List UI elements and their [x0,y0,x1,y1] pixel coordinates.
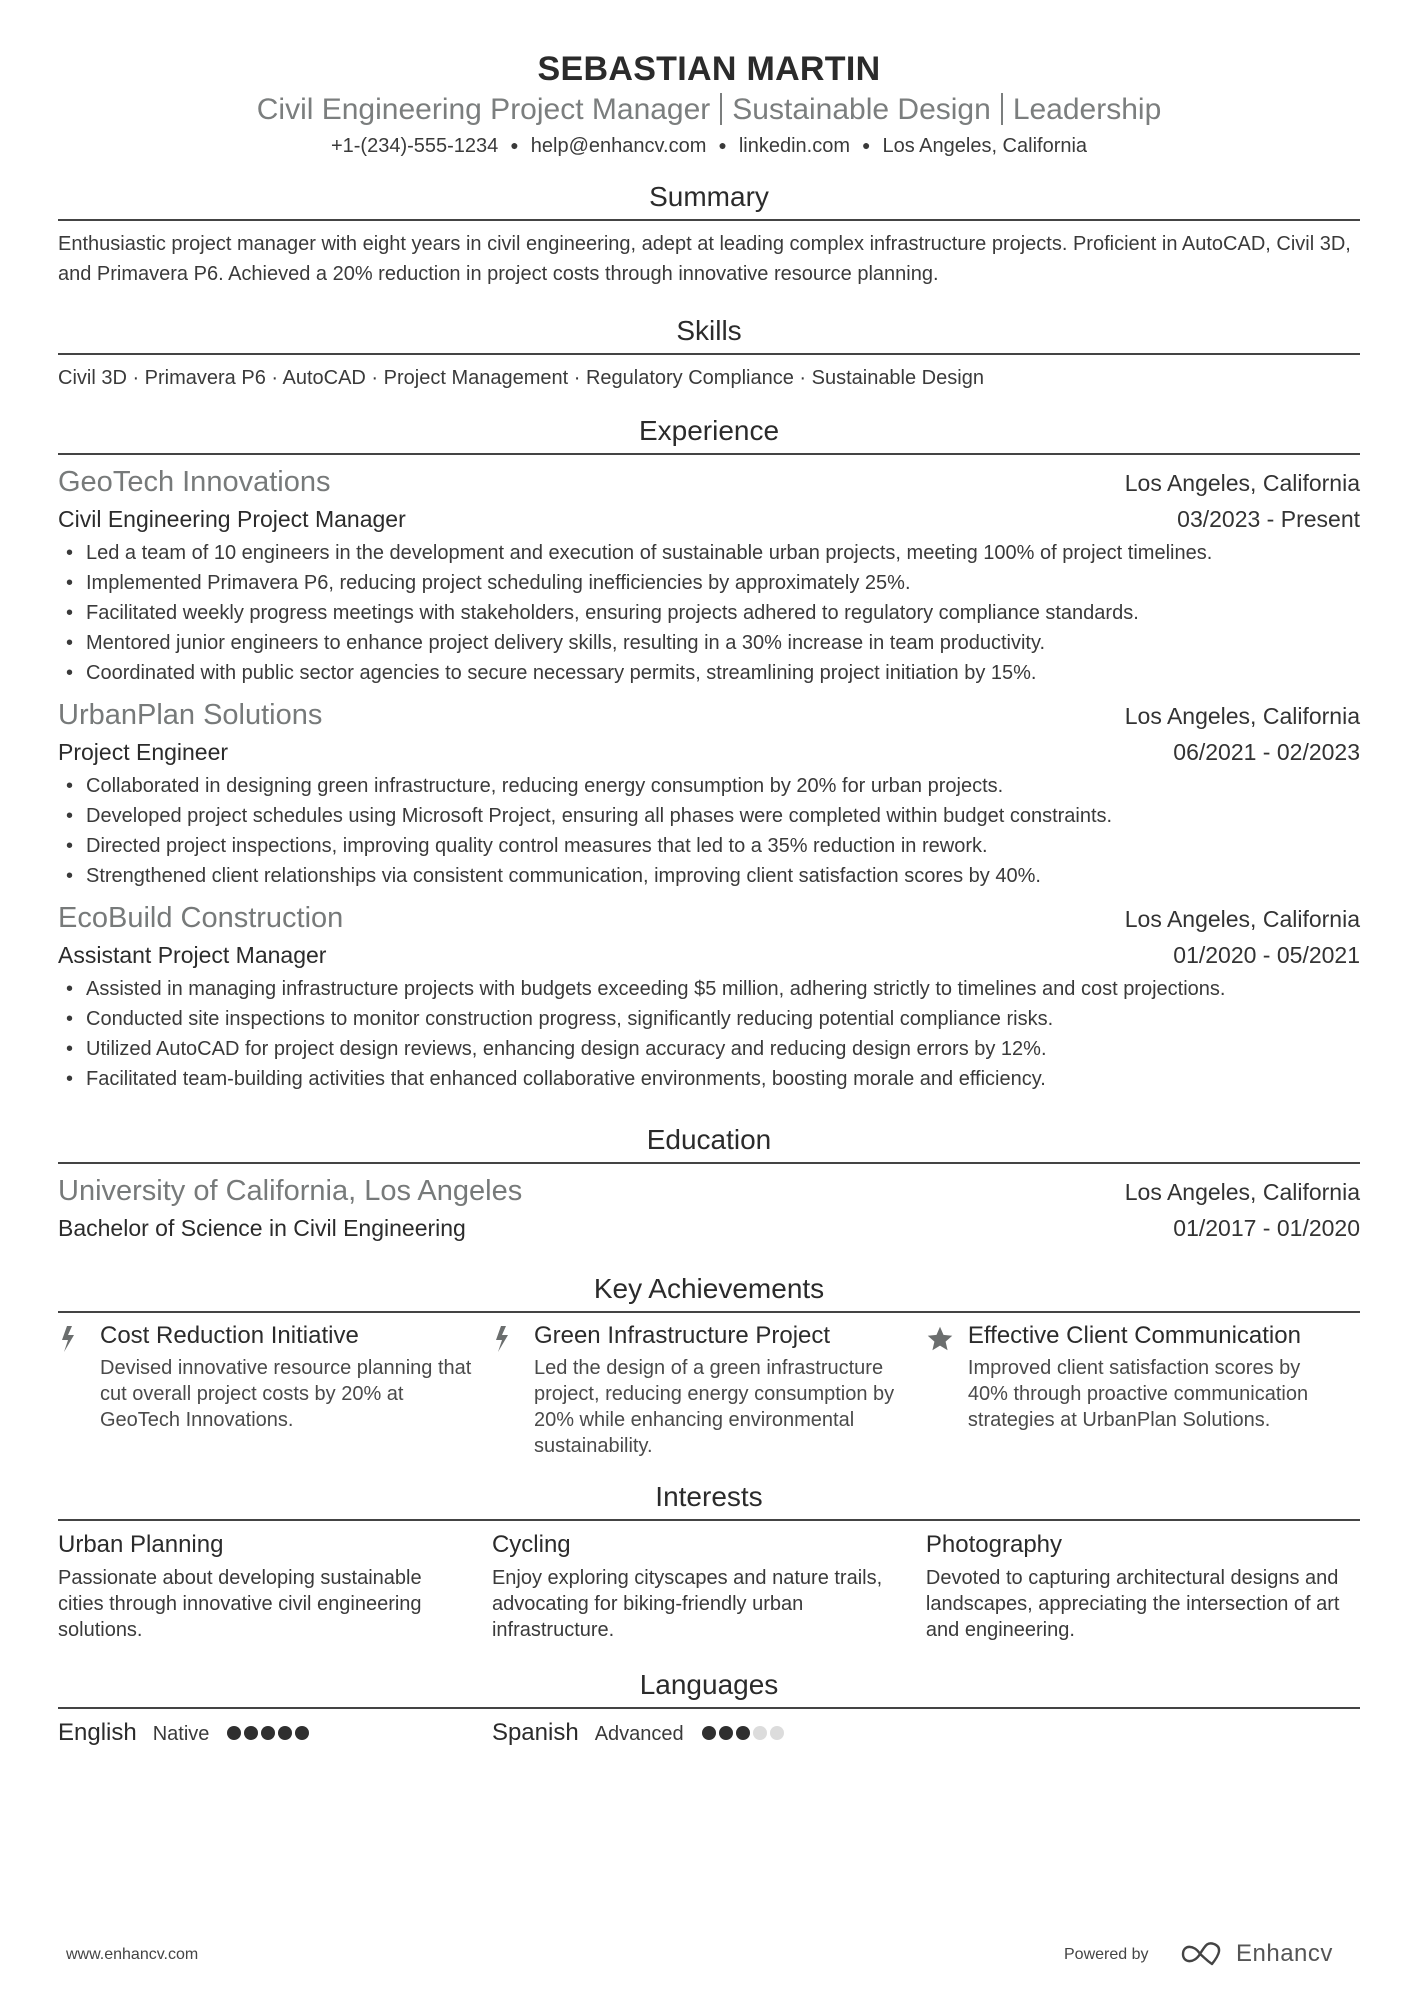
interest-title: Urban Planning [58,1531,224,1558]
education-dates: 01/2017 - 01/2020 [1173,1215,1360,1241]
summary-section [58,177,1360,289]
footer-website-link[interactable]: www.enhancv.com [66,1946,199,1963]
language-item [492,1715,926,1751]
section-title: Experience [58,411,1360,455]
language-name: Spanish [491,1719,579,1746]
bullet-separator: ● [718,137,727,153]
interest-description: Passionate about developing sustainable cities through innovative civil engineering solutions. [58,1567,422,1641]
candidate-name: SEBASTIAN MARTIN [537,50,881,88]
proficiency-rating [227,1726,309,1740]
achievement-title: Green Infrastructure Project [533,1322,831,1349]
job-dates: 01/2020 - 05/2021 [1173,942,1360,968]
bullet-item: • Facilitated team-building activities that enhanced collaborative environments, boosting morale and efficiency. [58,1064,1360,1094]
resume-header [58,0,1360,159]
headline-part: Civil Engineering Project Manager [256,93,711,126]
achievement-description: Improved client satisfaction scores by 40% through proactive communication strategies at UrbanPlan Solutions. [967,1357,1309,1431]
contact-info [58,132,1360,159]
interest-title: Photography [925,1531,1063,1558]
interest-title: Cycling [491,1531,571,1558]
rating-dot-filled [736,1726,750,1740]
skills-list: Civil 3D · Primavera P6 · AutoCAD · Project Management · Regulatory Compliance · Sustainable Design [58,367,984,389]
bullet-item: • Facilitated weekly progress meetings with stakeholders, ensuring projects adhered to regulatory compliance standards. [58,598,1360,628]
experience-item [58,899,1360,1094]
section-title: Summary [58,177,1360,221]
bullet-item: • Directed project inspections, improving quality control measures that led to a 35% reduction in rework. [58,831,1360,861]
section-title: Skills [58,311,1360,355]
achievement-title: Effective Client Communication [967,1322,1301,1349]
footer [0,1940,1410,1980]
bullet-item: • Implemented Primavera P6, reducing project scheduling inefficiencies by approximately 25%. [58,568,1360,598]
divider [720,93,722,125]
school-name: University of California, Los Angeles [58,1175,523,1207]
achievement-description: Led the design of a green infrastructure project, reducing energy consumption by 20% while enhancing environmental sustainability. [533,1357,895,1457]
bullet-item: • Strengthened client relationships via consistent communication, improving client satisfaction scores by 40%. [58,861,1360,891]
interest-item [58,1527,492,1643]
headline-part: Sustainable Design [732,93,991,126]
interest-item [492,1527,926,1643]
interest-description: Devoted to capturing architectural designs and landscapes, appreciating the intersection of art and engineering. [925,1567,1340,1641]
interests-section [58,1477,1360,1643]
headline [58,90,1360,130]
enhancv-brand[interactable] [1180,1940,1333,1968]
degree: Bachelor of Science in Civil Engineering [58,1215,466,1241]
job-dates: 03/2023 - Present [1177,506,1360,532]
bullet-item: • Mentored junior engineers to enhance project delivery skills, resulting in a 30% increase in team productivity. [58,628,1360,658]
bullet-item: • Led a team of 10 engineers in the development and execution of sustainable urban projects, meeting 100% of project timelines. [58,538,1360,568]
job-location: Los Angeles, California [1124,906,1360,932]
company-name: UrbanPlan Solutions [58,699,323,731]
section-title: Interests [58,1477,1360,1521]
proficiency-rating [702,1726,784,1740]
language-name: English [58,1719,137,1746]
school-location: Los Angeles, California [1124,1179,1360,1205]
rating-dot-empty [753,1726,767,1740]
rating-dot-filled [719,1726,733,1740]
rating-dot-filled [227,1726,241,1740]
bullet-item: • Collaborated in designing green infrastructure, reducing energy consumption by 20% for urban projects. [58,771,1360,801]
job-title: Assistant Project Manager [58,942,327,968]
phone[interactable]: +1-(234)-555-1234 [330,135,499,157]
headline-part: Leadership [1012,93,1162,126]
rating-dot-filled [278,1726,292,1740]
languages-section [58,1665,1360,1751]
resume-page [58,0,1360,1751]
summary-text: Enthusiastic project manager with eight years in civil engineering, adept at leading complex infrastructure projects. Proficient in AutoCAD, Civil 3D, and Primavera P6. Achieved a 20% reduction in project costs through innovative resource planning. [58,233,1351,285]
bullet-item: • Conducted site inspections to monitor construction progress, significantly reducing potential compliance risks. [58,1004,1360,1034]
achievements-grid [58,1319,1360,1459]
rating-dot-filled [702,1726,716,1740]
section-title: Key Achievements [58,1269,1360,1313]
interests-grid [58,1527,1360,1643]
job-title: Civil Engineering Project Manager [58,506,406,532]
rating-dot-filled [261,1726,275,1740]
language-level: Advanced [594,1723,684,1745]
rating-dot-filled [295,1726,309,1740]
interest-description: Enjoy exploring cityscapes and nature trails, advocating for biking-friendly urban infrastructure. [491,1567,883,1641]
languages-grid [58,1715,1360,1751]
job-location: Los Angeles, California [1124,470,1360,496]
job-title: Project Engineer [58,739,229,765]
bullet-list [58,771,1360,891]
achievement-title: Cost Reduction Initiative [100,1322,359,1349]
bullet-item: • Developed project schedules using Microsoft Project, ensuring all phases were completed within budget constraints. [58,801,1360,831]
job-location: Los Angeles, California [1124,703,1360,729]
star-icon [926,1319,968,1459]
experience-item [58,463,1360,688]
experience-item [58,696,1360,891]
rating-dot-empty [770,1726,784,1740]
company-name: EcoBuild Construction [58,902,344,934]
achievements-section [58,1269,1360,1459]
language-level: Native [152,1723,210,1745]
section-title: Languages [58,1665,1360,1709]
achievement-description: Devised innovative resource planning that cut overall project costs by 20% at GeoTech Innovations. [100,1357,472,1431]
linkedin-link[interactable]: linkedin.com [738,135,850,157]
interest-item [926,1527,1360,1643]
enhancv-logo-icon [1180,1940,1226,1968]
powered-by-label: Powered by [1064,1946,1149,1963]
achievement-item [58,1319,492,1459]
bullet-separator: ● [510,137,519,153]
bullet-item: • Coordinated with public sector agencies to secure necessary permits, streamlining project initiation by 15%. [58,658,1360,688]
bullet-item: • Utilized AutoCAD for project design reviews, enhancing design accuracy and reducing design errors by 12%. [58,1034,1360,1064]
education-item [58,1172,1360,1245]
company-name: GeoTech Innovations [58,466,331,498]
location: Los Angeles, California [882,135,1088,157]
bullet-separator: ● [862,137,871,153]
job-dates: 06/2021 - 02/2023 [1173,739,1360,765]
skills-section [58,311,1360,393]
lightning-bolt-icon [58,1319,100,1459]
email-link[interactable]: help@enhancv.com [530,135,707,157]
language-item [58,1715,492,1751]
section-title: Education [58,1120,1360,1164]
bullet-list [58,538,1360,688]
experience-section [58,411,1360,1094]
divider [1001,93,1003,125]
education-section [58,1120,1360,1245]
bullet-list [58,974,1360,1094]
bullet-item: • Assisted in managing infrastructure projects with budgets exceeding $5 million, adhering strictly to timelines and cost projections. [58,974,1360,1004]
achievement-item [492,1319,926,1459]
rating-dot-filled [244,1726,258,1740]
brand-name: Enhancv [1236,1940,1333,1967]
achievement-item [926,1319,1360,1459]
lightning-bolt-icon [492,1319,534,1459]
